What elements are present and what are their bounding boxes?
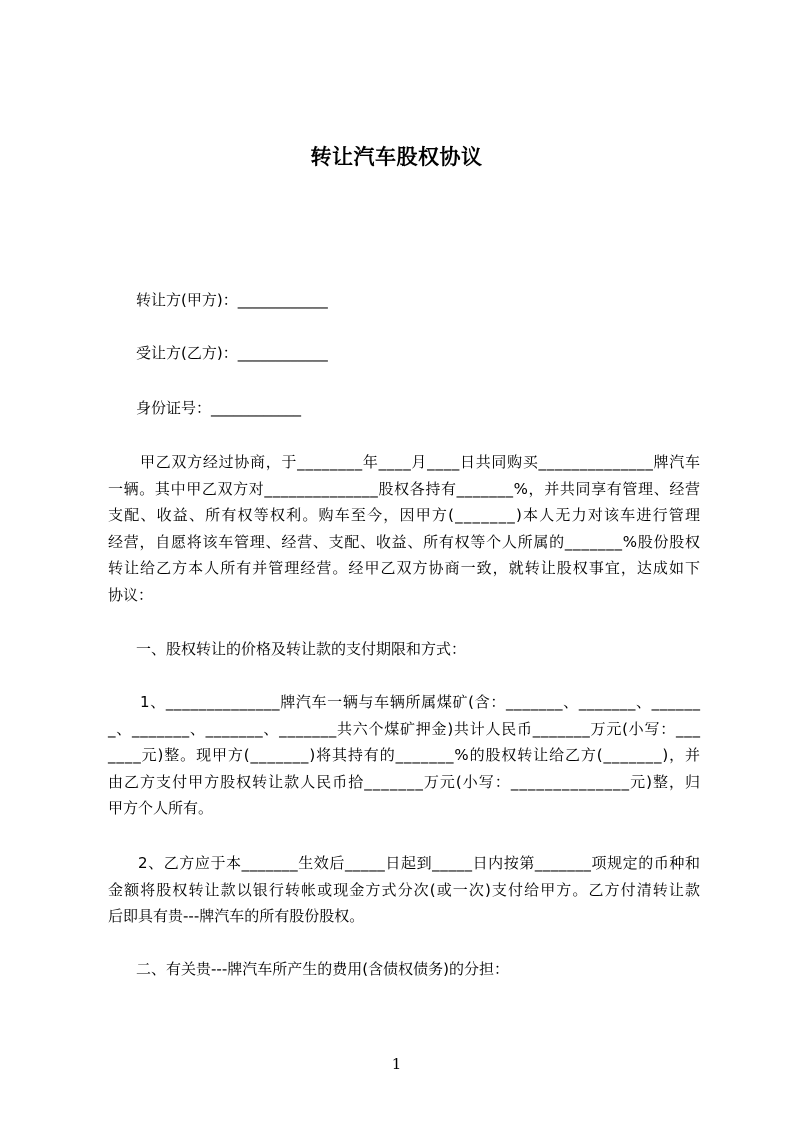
- intro-line: 转让给乙方本人所有并管理经营。经甲乙双方协商一致，就转让股权事宜，达成如下: [108, 559, 702, 577]
- clause-2-line: 后即具有贵---牌汽车的所有股份股权。: [108, 907, 365, 925]
- clause-2-paragraph: [108, 850, 700, 930]
- clause-1-line: 1、______________牌汽车一辆与车辆所属煤矿(含：_______、_______、______: [140, 693, 701, 711]
- section-1-heading: 一、股权转让的价格及转让款的支付期限和方式：: [136, 640, 467, 658]
- transferee-field: 受让方(乙方)：____________: [136, 344, 328, 362]
- clause-2-line: 金额将股权转让款以银行转帐或现金方式分次(或一次)支付给甲方。乙方付清转让款: [108, 880, 702, 899]
- transferor-field: 转让方(甲方)：____________: [136, 291, 328, 309]
- id-number-field: 身份证号：____________: [136, 399, 302, 417]
- intro-line: 经营，自愿将该车管理、经营、支配、收益、所有权等个人所属的_______%股份股权: [108, 532, 701, 551]
- clause-1-line: _、_______、_______、_______共六个煤矿押金)共计人民币_______万元(小写：___: [108, 719, 701, 738]
- intro-line: 支配、收益、所有权等权利。购车至今，因甲方(_______)本人无力对该车进行管理: [108, 506, 702, 524]
- clause-1-line: ____元)整。现甲方(_______)将其持有的_______%的股权转让给乙方(_______)，并: [108, 746, 701, 764]
- clause-2-line: 2、乙方应于本_______生效后_____日起到_____日内按第_______项规定的币种和: [138, 854, 701, 872]
- section-2-heading: 二、有关贵---牌汽车所产生的费用(含债权债务)的分担：: [136, 960, 509, 978]
- clause-1-line: 由乙方支付甲方股权转让款人民币拾_______万元(小写：______________元)整，归: [108, 772, 702, 791]
- document-title: 转让汽车股权协议: [310, 145, 483, 169]
- page-number: 1: [391, 1055, 402, 1073]
- clause-1-paragraph: [108, 689, 700, 822]
- intro-paragraph: [108, 449, 700, 608]
- intro-line: 甲乙双方经过协商，于________年____月____日共同购买______________牌汽车: [140, 453, 701, 471]
- intro-line: 一辆。其中甲乙双方对______________股权各持有_______%，并共同享有管理、经营: [108, 479, 701, 498]
- clause-1-line: 甲方个人所有。: [108, 799, 214, 817]
- intro-line: 协议：: [108, 585, 154, 604]
